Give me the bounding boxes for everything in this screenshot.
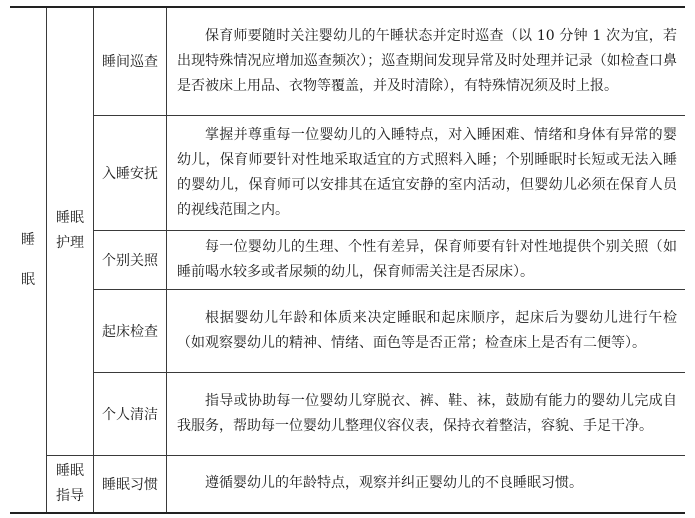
item-label: 个别关照 xyxy=(102,252,158,269)
item-cell xyxy=(94,115,167,230)
item-cell xyxy=(94,455,167,513)
item-label: 睡间巡查 xyxy=(102,54,158,71)
description-cell xyxy=(167,372,686,455)
category-cell xyxy=(10,7,47,513)
sleep-care-table xyxy=(10,6,685,514)
item-cell xyxy=(94,7,167,115)
table-row xyxy=(10,372,685,455)
item-label: 个人清洁 xyxy=(102,406,158,423)
description-text: 掌握并尊重每一位婴幼儿的入睡特点，对入睡困难、情绪和身体有异常的婴幼儿，保育师要针对性地采取适宜的方式照料入睡；个别睡眠时长短或无法入睡的婴幼儿，保育师可以安排其在适宜安静的室内活动，但婴幼儿必须在保育人员的视线范围之内。 xyxy=(177,126,677,218)
description-cell xyxy=(167,7,686,115)
category-label: 睡眠 xyxy=(20,232,35,288)
item-label: 入睡安抚 xyxy=(102,165,158,182)
group-cell-guidance xyxy=(47,455,94,513)
table-row xyxy=(10,289,685,372)
group-cell-care xyxy=(47,7,94,455)
description-text: 根据婴幼儿年龄和体质来决定睡眠和起床顺序，起床后为婴幼儿进行午检（如观察婴幼儿的精神、情绪、面色等是否正常；检查床上是否有二便等）。 xyxy=(177,309,677,351)
item-label: 睡眠习惯 xyxy=(102,476,158,493)
item-cell xyxy=(94,230,167,289)
item-cell xyxy=(94,372,167,455)
group-label: 睡眠护理 xyxy=(55,210,84,252)
description-cell xyxy=(167,289,686,372)
description-text: 每一位婴幼儿的生理、个性有差异，保育师要有针对性地提供个别关照（如睡前喝水较多或者尿频的幼儿，保育师需关注是否尿床）。 xyxy=(177,238,677,280)
item-label: 起床检查 xyxy=(102,323,158,340)
item-cell xyxy=(94,289,167,372)
description-cell xyxy=(167,115,686,230)
description-text: 指导或协助每一位婴幼儿穿脱衣、裤、鞋、袜，鼓励有能力的婴幼儿完成自我服务，帮助每一位婴幼儿整理仪容仪表，保持衣着整洁，容貌、手足干净。 xyxy=(177,392,677,434)
table-row xyxy=(10,455,685,513)
table-row xyxy=(10,230,685,289)
description-text: 遵循婴幼儿的年龄特点，观察并纠正婴幼儿的不良睡眠习惯。 xyxy=(205,475,583,492)
description-cell xyxy=(167,455,686,513)
table-row xyxy=(10,115,685,230)
description-text: 保育师要随时关注婴幼儿的午睡状态并定时巡查（以 10 分钟 1 次为宜，若出现特殊情况应增加巡查频次）；巡查期间发现异常及时处理并记录（如检查口鼻是否被床上用品、衣物等覆盖，并及时清除），有特殊情况须及时上报。 xyxy=(177,27,677,94)
group-label: 睡眠指导 xyxy=(55,462,84,504)
table-row xyxy=(10,7,685,115)
description-cell xyxy=(167,230,686,289)
